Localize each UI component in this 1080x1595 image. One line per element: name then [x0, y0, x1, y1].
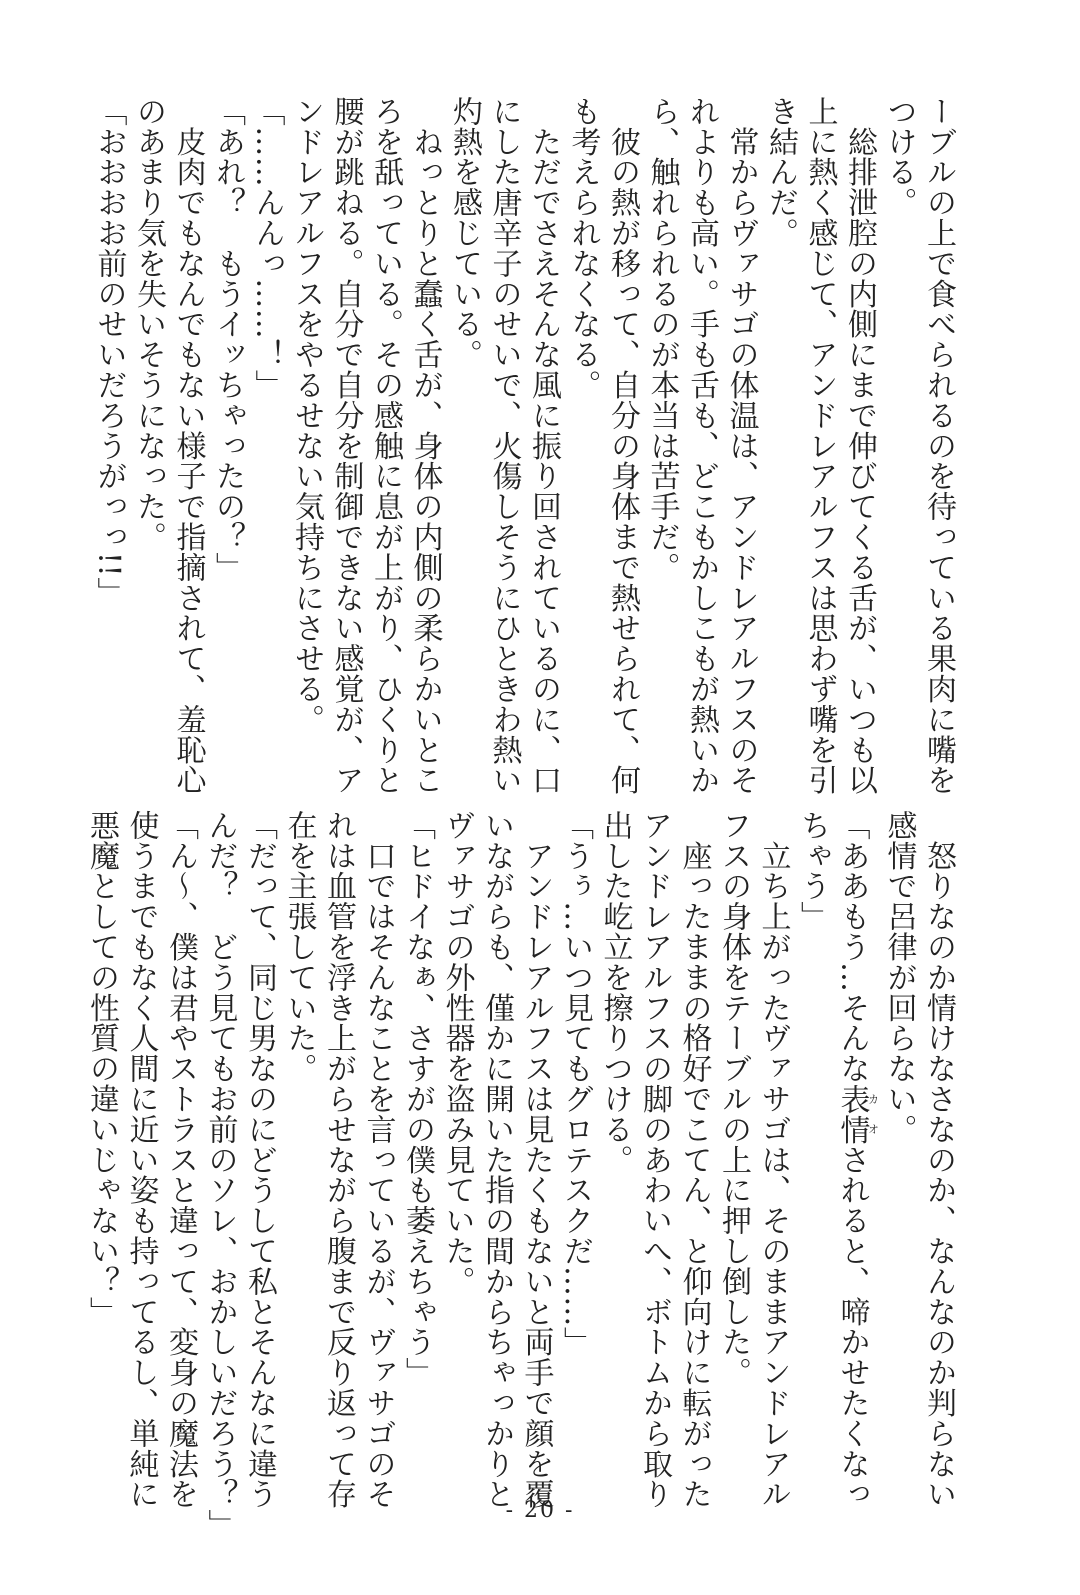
text-column: いながらも、僅かに開いた指の間からちゃっかりと [479, 810, 514, 1510]
text-column: 出した屹立を擦りつける。 [597, 810, 633, 1175]
text-column: れは血管を浮き上がらせながら腹まで反り返って存 [321, 810, 356, 1510]
ruby-annotated-word [834, 1083, 880, 1145]
text-column: ら、触れられるのが本当は苦手だ。 [644, 96, 680, 583]
text-column: 口ではそんなことを言っているが、ヴァサゴのそ [360, 810, 396, 1510]
text-column: も考えられなくなる。 [565, 96, 601, 400]
text-column-with-ruby [832, 810, 880, 1510]
text-column: 感情で呂律が回らない。 [881, 810, 917, 1145]
text-column: アンドレアルフスは見たくもないと両手で顔を覆 [518, 810, 554, 1510]
text-column: 悪魔としての性質の違いじゃない？」 [84, 810, 119, 1327]
text-column: ちゃう」 [795, 810, 830, 932]
text-column: き結んだ。 [763, 96, 798, 248]
text-segment: 「ああもう…そんな [834, 810, 870, 1084]
text-column: フスの身体をテーブルの上に押し倒した。 [716, 810, 751, 1388]
text-column: つける。 [881, 96, 917, 218]
text-column: 腰が跳ねる。自分で自分を制御できない感覚が、ア [328, 96, 364, 796]
text-column: ただでさえそんな風に振り回されているのに、口 [526, 96, 561, 796]
text-column: 灼熱を感じている。 [447, 96, 482, 370]
text-column: 在を主張していた。 [281, 810, 317, 1084]
text-column: 皮肉でもなんでもない様子で指摘されて、羞恥心 [170, 96, 206, 796]
text-column: 立ち上がったヴァサゴは、そのままアンドレアル [755, 810, 791, 1510]
text-column: 使うまでもなく人間に近い姿も持ってるし、単純に [123, 810, 159, 1510]
text-column: ーブルの上で食べられるのを待っている果肉に嘴を [921, 96, 956, 796]
text-segment: されると、啼かせたくなっ [834, 1144, 870, 1510]
text-column: アンドレアルフスの脚のあわいへ、ボトムから取り [637, 810, 672, 1510]
text-column: 「おおおお前のせいだろうがっっ!!」 [91, 96, 127, 608]
text-column: ろを舐っている。その感触に息が上がり、ひくりと [368, 96, 403, 796]
text-column: のあまり気を失いそうになった。 [131, 96, 166, 552]
text-column: 座ったままの格好でこてん、と仰向けに転がった [676, 810, 712, 1510]
text-column: 「ん～、僕は君やストラスと違って、変身の魔法を [163, 810, 198, 1510]
text-column: 「だって、同じ男なのにどうして私とそんなに違う [242, 810, 277, 1510]
ruby-base: 表情 [834, 1083, 870, 1145]
text-column: 「……んんっ……！」 [249, 96, 285, 400]
upper-text-block [89, 96, 958, 796]
text-column: 「うぅ…いつ見てもグロテスクだ……」 [558, 810, 593, 1358]
text-column: 彼の熱が移って、自分の身体まで熱せられて、何 [605, 96, 640, 796]
text-column: れよりも高い。手も舌も、どこもかしこもが熱いか [684, 96, 719, 796]
text-column: 上に熱く感じて、アンドレアルフスは思わず嘴を引 [802, 96, 838, 796]
text-column: 総排泄腔の内側にまで伸びてくる舌が、いつも以 [842, 96, 877, 796]
ruby-reading: カオ [866, 1083, 880, 1145]
text-column: 常からヴァサゴの体温は、アンドレアルフスのそ [723, 96, 759, 796]
page-number: - 20 - [505, 1498, 575, 1523]
text-column: んだ？ どう見てもお前のソレ、おかしいだろう？」 [202, 810, 238, 1540]
text-column: ねっとりと蠢く舌が、身体の内側の柔らかいとこ [407, 96, 443, 796]
text-column: にした唐辛子のせいで、火傷しそうにひときわ熱い [486, 96, 522, 796]
text-column: 「あれ？ もうイッちゃったの？」 [210, 96, 245, 583]
text-column: ンドレアルフスをやるせない気持ちにさせる。 [289, 96, 324, 735]
text-column: 怒りなのか情けなさなのか、なんなのか判らない [921, 810, 956, 1510]
text-column: ヴァサゴの外性器を盗み見ていた。 [439, 810, 475, 1297]
text-column: 「ヒドイなぁ、さすがの僕も萎えちゃう」 [400, 810, 435, 1388]
